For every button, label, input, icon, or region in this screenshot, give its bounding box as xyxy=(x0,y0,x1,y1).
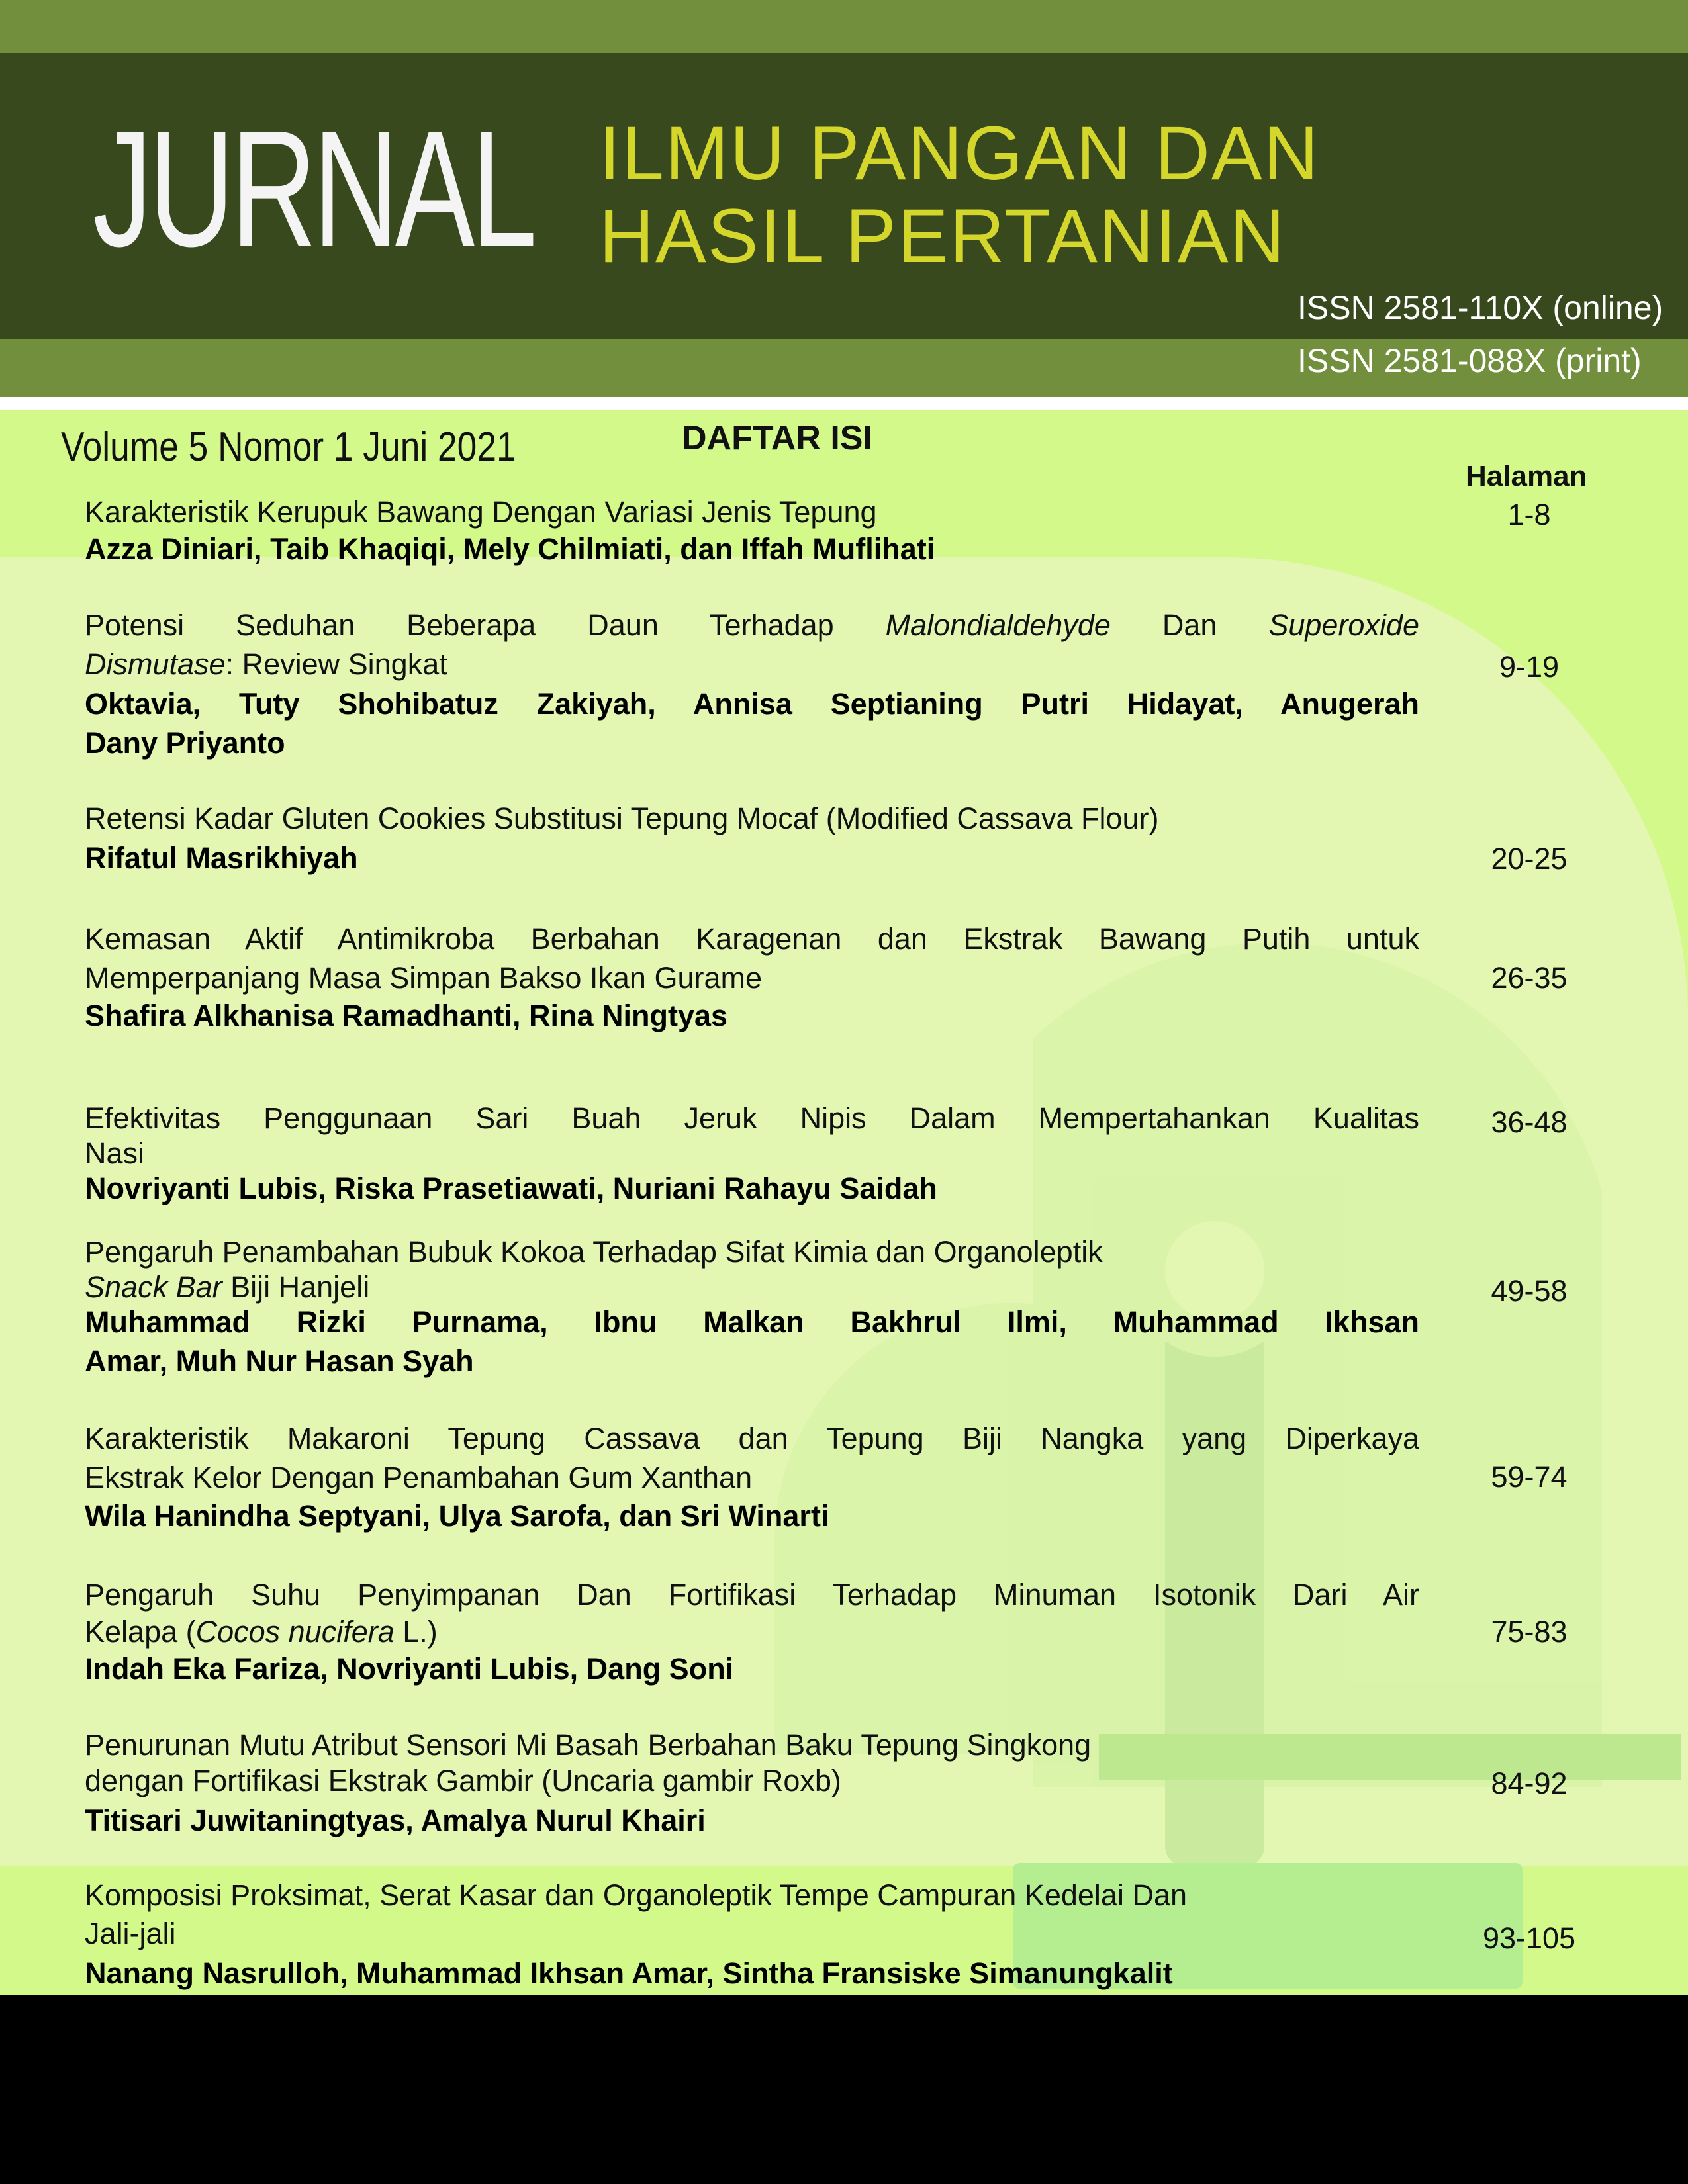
article-title: Penurunan Mutu Atribut Sensori Mi Basah Berbahan Baku Tepung Singkong xyxy=(85,1728,1092,1762)
article-title-line2: dengan Fortifikasi Ekstrak Gambir (Uncaria gambir Roxb) xyxy=(85,1764,841,1797)
divider xyxy=(0,397,1688,410)
article-title: Karakteristik Makaroni Tepung Cassava dan Tepung Biji Nangka yang Diperkaya xyxy=(85,1422,1419,1455)
volume-info: Volume 5 Nomor 1 Juni 2021 xyxy=(61,424,516,470)
article-title: Retensi Kadar Gluten Cookies Substitusi Tepung Mocaf (Modified Cassava Flour) xyxy=(85,801,1159,835)
article-title: Potensi Seduhan Beberapa Daun Terhadap Malondialdehyde Dan Superoxide xyxy=(85,608,1420,642)
article-title-line2: Snack Bar Biji Hanjeli xyxy=(85,1270,370,1304)
article-title-line2: Dismutase: Review Singkat xyxy=(85,647,447,681)
article-title: Karakteristik Kerupuk Bawang Dengan Variasi Jenis Tepung xyxy=(85,495,877,529)
article-title: Komposisi Proksimat, Serat Kasar dan Organoleptik Tempe Campuran Kedelai Dan xyxy=(85,1878,1187,1912)
issn-online: ISSN 2581-110X (online) xyxy=(1297,289,1664,326)
article-authors: Wila Hanindha Septyani, Ulya Sarofa, dan Sri Winarti xyxy=(85,1499,829,1533)
article-authors: Azza Diniari, Taib Khaqiqi, Mely Chilmiati, dan Iffah Muflihati xyxy=(85,532,935,566)
article-title-line2: Kelapa (Cocos nucifera L.) xyxy=(85,1615,438,1649)
page-column-header: Halaman xyxy=(1466,460,1587,492)
article-authors: Indah Eka Fariza, Novriyanti Lubis, Dang Soni xyxy=(85,1652,734,1686)
article-authors: Novriyanti Lubis, Riska Prasetiawati, Nuriani Rahayu Saidah xyxy=(85,1171,937,1205)
article-title: Pengaruh Suhu Penyimpanan Dan Fortifikasi Terhadap Minuman Isotonik Dari Air xyxy=(85,1578,1419,1612)
article-title: Pengaruh Penambahan Bubuk Kokoa Terhadap Sifat Kimia dan Organoleptik xyxy=(85,1235,1103,1269)
article-authors: Rifatul Masrikhiyah xyxy=(85,841,358,875)
article-authors: Nanang Nasrulloh, Muhammad Ikhsan Amar, Sintha Fransiske Simanungkalit xyxy=(85,1956,1173,1990)
bottom-band xyxy=(0,1995,1688,2184)
article-pages: 26-35 xyxy=(1491,961,1568,995)
article-title: Kemasan Aktif Antimikroba Berbahan Karagenan dan Ekstrak Bawang Putih untuk xyxy=(85,922,1419,956)
journal-title-line1: ILMU PANGAN DAN xyxy=(599,111,1320,196)
article-authors-line2: Amar, Muh Nur Hasan Syah xyxy=(85,1344,474,1378)
article-pages: 9-19 xyxy=(1499,650,1560,684)
issn-print: ISSN 2581-088X (print) xyxy=(1297,342,1642,379)
article-title-line2: Memperpanjang Masa Simpan Bakso Ikan Gurame xyxy=(85,961,763,995)
article-pages: 36-48 xyxy=(1491,1105,1568,1139)
article-authors: Muhammad Rizki Purnama, Ibnu Malkan Bakhrul Ilmi, Muhammad Ikhsan xyxy=(85,1305,1419,1339)
article-title: Efektivitas Penggunaan Sari Buah Jeruk Nipis Dalam Mempertahankan Kualitas xyxy=(85,1101,1419,1135)
article-authors-line2: Dany Priyanto xyxy=(85,726,285,760)
journal-title-line2: HASIL PERTANIAN xyxy=(599,194,1286,279)
article-title-line2: Jali-jali xyxy=(85,1917,176,1950)
article-pages: 59-74 xyxy=(1491,1460,1568,1494)
article-title-line2: Ekstrak Kelor Dengan Penambahan Gum Xanthan xyxy=(85,1461,753,1494)
article-pages: 20-25 xyxy=(1491,842,1568,876)
article-pages: 75-83 xyxy=(1491,1615,1568,1649)
article-authors: Oktavia, Tuty Shohibatuz Zakiyah, Annisa Septianing Putri Hidayat, Anugerah xyxy=(85,687,1419,721)
top-band xyxy=(0,0,1688,53)
article-authors: Shafira Alkhanisa Ramadhanti, Rina Ningtyas xyxy=(85,999,728,1032)
article-pages: 93-105 xyxy=(1482,1921,1576,1955)
article-title-line2: Nasi xyxy=(85,1136,145,1170)
article-pages: 84-92 xyxy=(1491,1766,1568,1800)
article-pages: 1-8 xyxy=(1507,498,1551,531)
article-authors: Titisari Juwitaningtyas, Amalya Nurul Khairi xyxy=(85,1803,706,1837)
toc-title: DAFTAR ISI xyxy=(682,419,872,457)
journal-logo-text: JURNAL xyxy=(93,96,534,281)
article-pages: 49-58 xyxy=(1491,1274,1568,1308)
